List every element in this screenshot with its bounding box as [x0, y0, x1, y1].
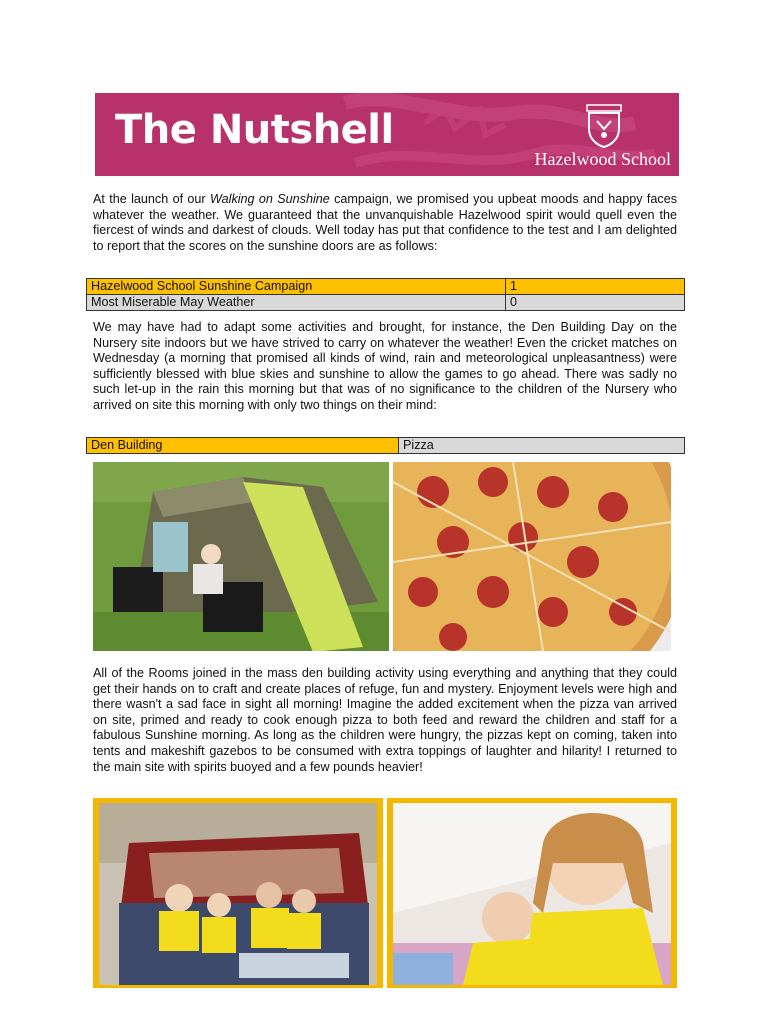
score-label: Most Miserable May Weather — [87, 295, 506, 311]
score-value: 0 — [506, 295, 685, 311]
score-value: 1 — [506, 279, 685, 295]
school-name: Hazelwood School — [534, 149, 671, 169]
newsletter-banner — [95, 93, 679, 176]
weather-paragraph: We may have had to adapt some activities and brought, for instance, the Den Building Day on the Nursery site indoors but we have strived to carry on whatever the weather! Even the cricket matches on Wednesday (a morning that promised all kinds of wind, rain and meteorological unpleasantness) were sufficiently blessed with blue skies and sunshine to allow the games to go ahead. There was sadly no such let-up in the rain this morning but that was of no significance to the children of the Nursery who arrived on site this morning with only two things on their mind: — [93, 320, 677, 412]
children-under-tent-photo — [393, 803, 671, 985]
indoor-den-photo — [99, 803, 377, 985]
table-row — [87, 438, 685, 454]
activity-den-building: Den Building — [87, 438, 399, 454]
intro-paragraph — [93, 192, 677, 254]
pizza-photo — [393, 462, 671, 651]
newsletter-title: The Nutshell — [115, 107, 394, 153]
den-building-photo — [93, 462, 389, 651]
school-crest-icon — [585, 103, 623, 149]
den-pizza-paragraph: All of the Rooms joined in the mass den building activity using everything and anything that they could get their hands on to craft and create places of refuge, fun and mystery. Enjoyment levels were high and there wasn't a sad face in sight all morning! Imagine the added excitement when the pizza van arrived on site, primed and ready to cook enough pizza to both feed and reward the children and staff for a fabulous Sunshine morning. As long as the children were hungry, the pizzas kept on coming, taken into tents and makeshift gazebos to be consumed with extra toppings of laughter and hilarity! I returned to the main site with spirits buoyed and a few pounds heavier! — [93, 666, 677, 774]
campaign-name: Walking on Sunshine — [209, 192, 330, 206]
intro-text-end: campaign, we promised you upbeat moods and happy faces whatever the weather. We guaranteed that the unvanquishable Hazelwood spirit would quell even the fiercest of winds and darkest of clouds. Well today has put that confidence to the test and I am delighted to report that the scores on the sunshine doors are as follows: — [93, 192, 677, 253]
table-row — [87, 279, 685, 295]
table-row — [87, 295, 685, 311]
score-label: Hazelwood School Sunshine Campaign — [87, 279, 506, 295]
activities-table — [86, 437, 685, 454]
score-table — [86, 278, 685, 311]
activity-pizza: Pizza — [399, 438, 685, 454]
intro-text-start: At the launch of our — [93, 192, 210, 206]
